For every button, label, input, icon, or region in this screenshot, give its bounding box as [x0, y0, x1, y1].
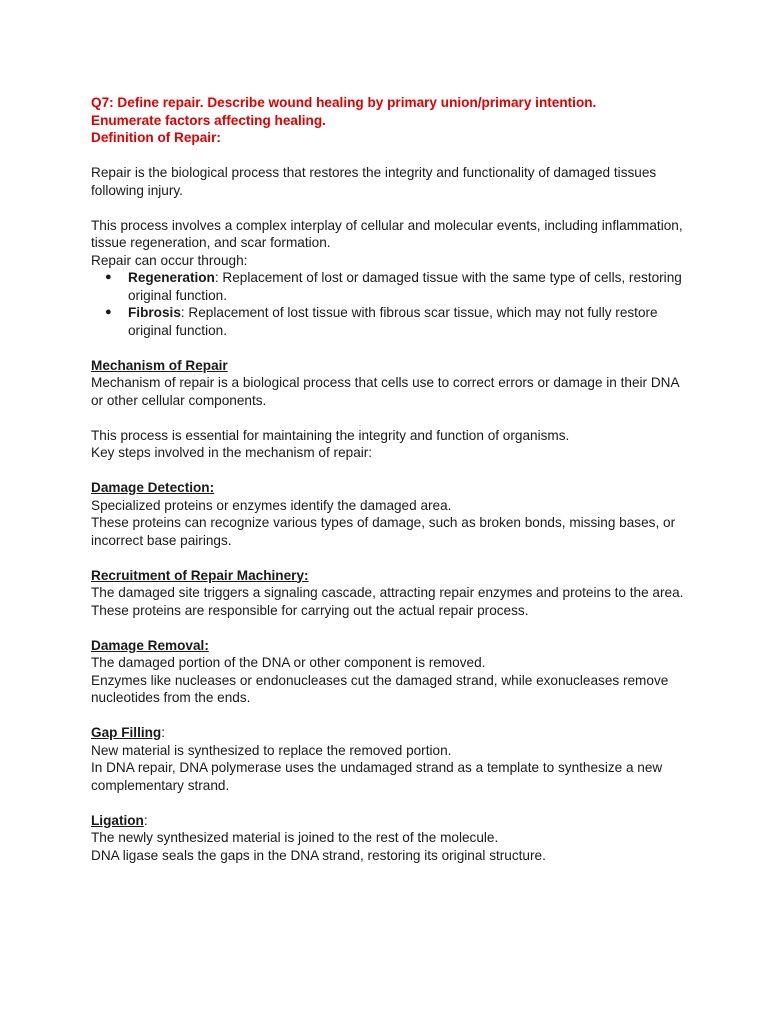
- damage-removal-line-1: The damaged portion of the DNA or other component is removed.: [91, 655, 486, 670]
- definition-heading: Definition of Repair:: [91, 130, 221, 145]
- damage-removal-heading: Damage Removal:: [91, 637, 209, 653]
- recruitment-line-2: These proteins are responsible for carrying out the actual repair process.: [91, 602, 529, 618]
- recruitment-heading: Recruitment of Repair Machinery:: [91, 567, 309, 583]
- bullet-text-fibrosis: : Replacement of lost tissue with fibrous scar tissue, which may not fully restore original function.: [128, 305, 658, 338]
- list-item: [91, 269, 688, 304]
- question-line-1: Q7: Define repair. Describe wound healing by primary union/primary intention.: [91, 95, 597, 110]
- bullet-term-regeneration: Regeneration: [128, 270, 215, 285]
- list-item: [91, 304, 688, 339]
- repair-types-list: [91, 269, 688, 339]
- gap-filling-heading: Gap Filling: [91, 725, 162, 740]
- recruitment-line-1: The damaged site triggers a signaling cascade, attracting repair enzymes and proteins to the area.: [91, 585, 684, 600]
- gap-filling-heading-row: [91, 724, 688, 742]
- gap-filling-line-1: New material is synthesized to replace the removed portion.: [91, 742, 452, 758]
- mechanism-heading: Mechanism of Repair: [91, 357, 228, 373]
- ligation-heading: Ligation: [91, 812, 144, 828]
- gap-filling-line-2: In DNA repair, DNA polymerase uses the undamaged strand as a template to synthesize a new complementary strand.: [91, 760, 663, 793]
- definition-paragraph-1: Repair is the biological process that restores the integrity and functionality of damaged tissues following injury.: [91, 165, 657, 198]
- damage-detection-heading: Damage Detection:: [91, 480, 215, 495]
- mechanism-paragraph-1: Mechanism of repair is a biological process that cells use to correct errors or damage in their DNA or other cellular components.: [91, 375, 679, 408]
- ligation-line-1: The newly synthesized material is joined to the rest of the molecule.: [91, 830, 499, 845]
- question-line-2: Enumerate factors affecting healing.: [91, 112, 326, 128]
- definition-paragraph-2: This process involves a complex interplay of cellular and molecular events, including inflammation, tissue regeneration, and scar formation.: [91, 217, 683, 250]
- mechanism-paragraph-3: Key steps involved in the mechanism of repair:: [91, 445, 373, 460]
- ligation-line-2: DNA ligase seals the gaps in the DNA strand, restoring its original structure.: [91, 847, 546, 863]
- definition-paragraph-3: Repair can occur through:: [91, 252, 248, 268]
- mechanism-paragraph-2: This process is essential for maintaining the integrity and function of organisms.: [91, 427, 570, 443]
- damage-removal-line-2: Enzymes like nucleases or endonucleases cut the damaged strand, while exonucleases remove nucleotides from the ends.: [91, 672, 669, 705]
- damage-detection-line-1: Specialized proteins or enzymes identify the damaged area.: [91, 497, 452, 513]
- damage-detection-line-2: These proteins can recognize various types of damage, such as broken bonds, missing bases, or incorrect base pairings.: [91, 515, 676, 548]
- gap-filling-colon: :: [161, 725, 166, 740]
- ligation-heading-row: [91, 812, 688, 830]
- bullet-text-regeneration: : Replacement of lost or damaged tissue with the same type of cells, restoring original function.: [128, 270, 682, 303]
- bullet-term-fibrosis: Fibrosis: [128, 305, 181, 320]
- ligation-colon: :: [143, 812, 148, 828]
